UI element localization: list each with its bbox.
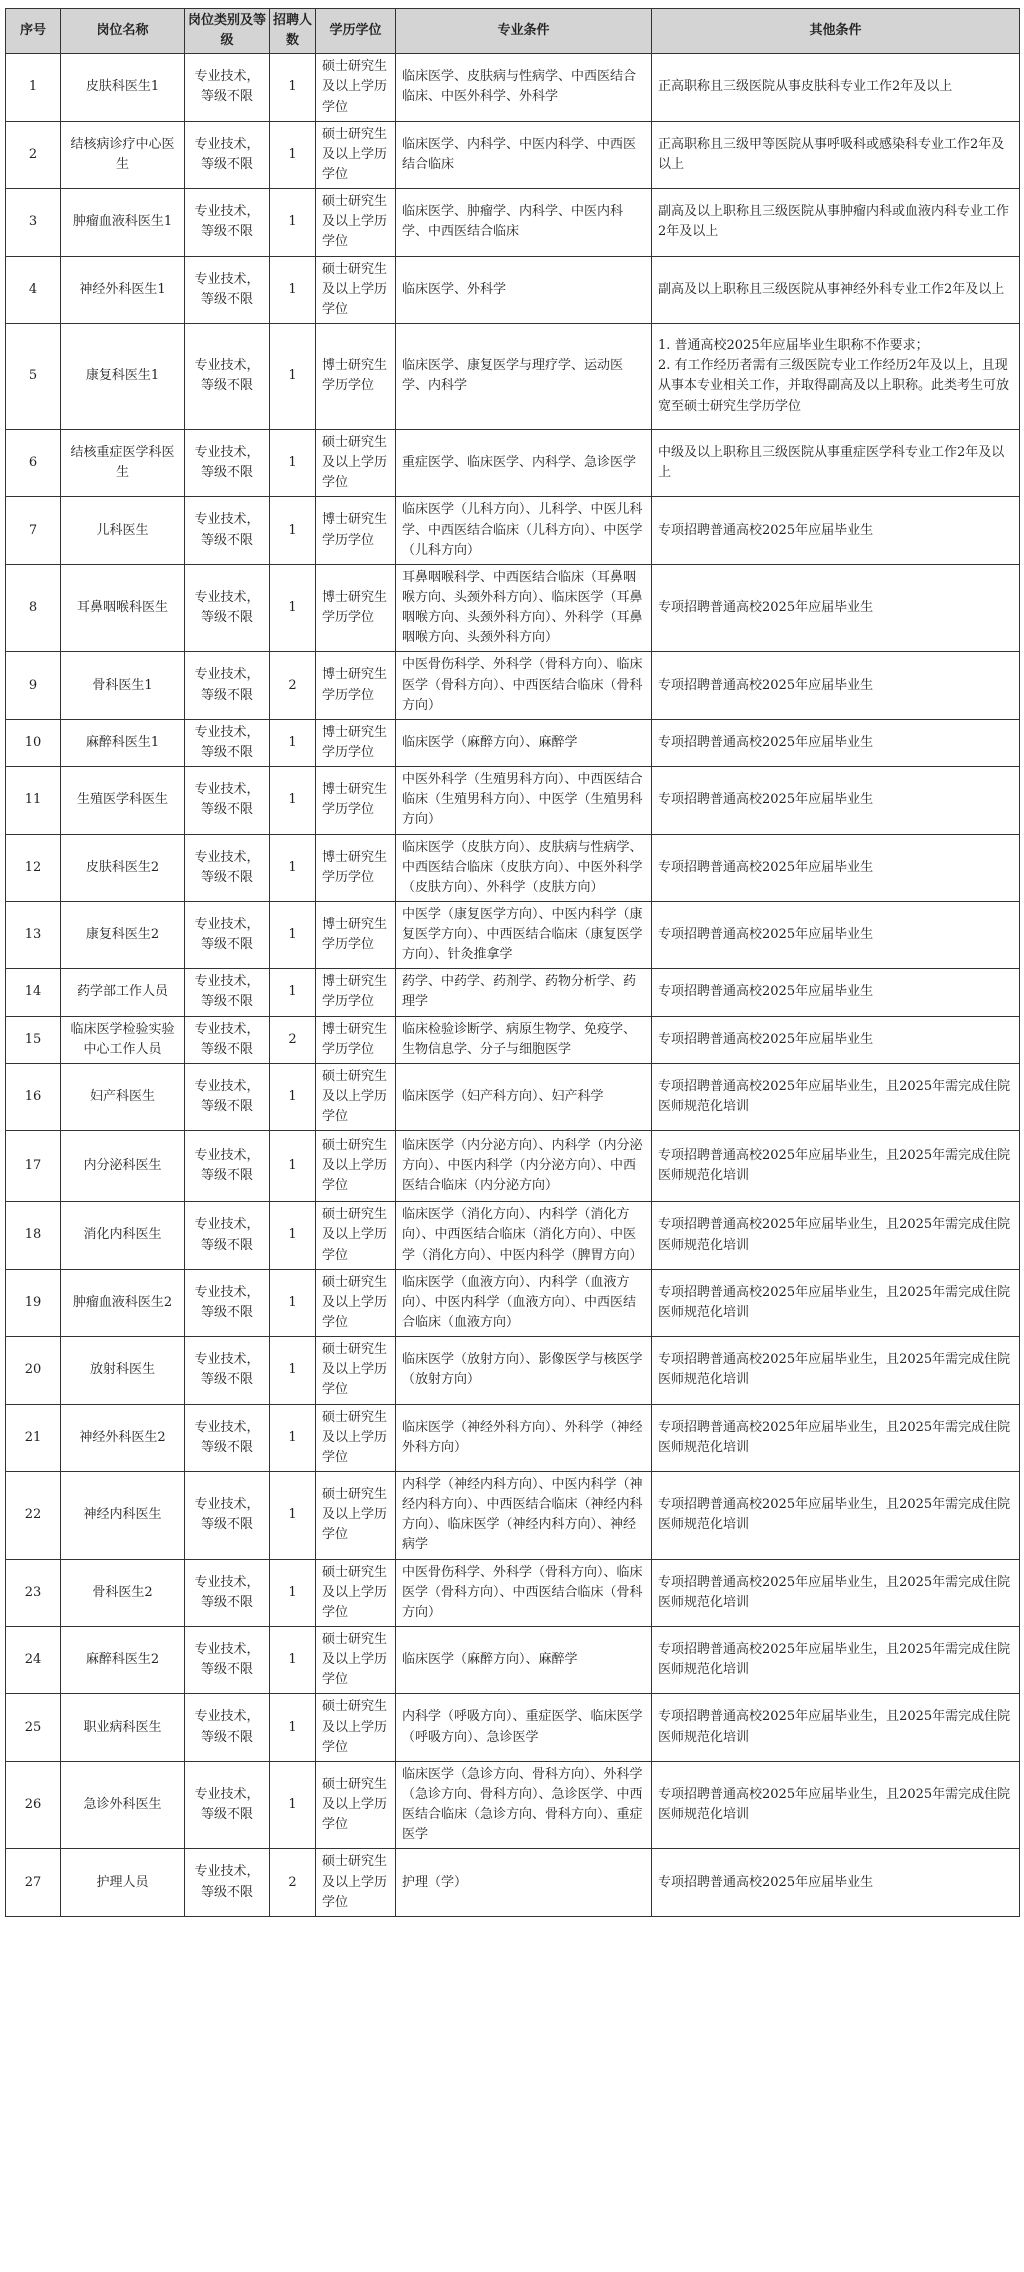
cell-other: 专项招聘普通高校2025年应届毕业生，且2025年需完成住院医师规范化培训 (652, 1627, 1020, 1694)
cell-count: 1 (270, 1559, 316, 1626)
cell-serial: 18 (6, 1202, 61, 1269)
cell-serial: 21 (6, 1404, 61, 1471)
cell-major: 重症医学、临床医学、内科学、急诊医学 (396, 429, 652, 496)
cell-position-name: 妇产科医生 (61, 1063, 185, 1130)
cell-degree: 硕士研究生及以上学历学位 (316, 1627, 396, 1694)
cell-count: 1 (270, 969, 316, 1016)
cell-degree: 硕士研究生及以上学历学位 (316, 429, 396, 496)
cell-other: 1. 普通高校2025年应届毕业生职称不作要求； 2. 有工作经历者需有三级医院专业工作经历2年及以上，且现从事本专业相关工作，并取得副高及以上职称。此类考生可放宽至硕士研究生学历学位 (652, 323, 1020, 429)
cell-other: 专项招聘普通高校2025年应届毕业生，且2025年需完成住院医师规范化培训 (652, 1063, 1020, 1130)
cell-serial: 11 (6, 767, 61, 834)
cell-serial: 6 (6, 429, 61, 496)
table-row (6, 564, 1020, 652)
cell-category: 专业技术，等级不限 (185, 1694, 270, 1761)
cell-degree: 博士研究生学历学位 (316, 767, 396, 834)
cell-degree: 博士研究生学历学位 (316, 719, 396, 766)
cell-other: 专项招聘普通高校2025年应届毕业生 (652, 767, 1020, 834)
table-body (6, 54, 1020, 1917)
cell-degree: 硕士研究生及以上学历学位 (316, 1761, 396, 1849)
table-row (6, 901, 1020, 968)
cell-serial: 1 (6, 54, 61, 121)
cell-degree: 硕士研究生及以上学历学位 (316, 189, 396, 256)
cell-degree: 博士研究生学历学位 (316, 652, 396, 719)
cell-position-name: 肿瘤血液科医生2 (61, 1269, 185, 1336)
cell-degree: 博士研究生学历学位 (316, 323, 396, 429)
cell-serial: 22 (6, 1472, 61, 1560)
cell-major: 中医骨伤科学、外科学（骨科方向）、临床医学（骨科方向）、中西医结合临床（骨科方向） (396, 1559, 652, 1626)
cell-count: 2 (270, 652, 316, 719)
cell-position-name: 儿科医生 (61, 497, 185, 564)
cell-position-name: 神经外科医生1 (61, 256, 185, 323)
cell-category: 专业技术，等级不限 (185, 1761, 270, 1849)
cell-position-name: 急诊外科医生 (61, 1761, 185, 1849)
cell-count: 1 (270, 767, 316, 834)
header-serial: 序号 (6, 9, 61, 54)
cell-other: 专项招聘普通高校2025年应届毕业生 (652, 652, 1020, 719)
cell-category: 专业技术，等级不限 (185, 969, 270, 1016)
cell-major: 临床医学（急诊方向、骨科方向）、外科学（急诊方向、骨科方向）、急诊医学、中西医结合临床（急诊方向、骨科方向）、重症医学 (396, 1761, 652, 1849)
table-row (6, 1849, 1020, 1916)
cell-count: 1 (270, 323, 316, 429)
cell-count: 1 (270, 901, 316, 968)
cell-major: 护理（学） (396, 1849, 652, 1916)
cell-category: 专业技术，等级不限 (185, 767, 270, 834)
table-row (6, 767, 1020, 834)
cell-position-name: 麻醉科医生2 (61, 1627, 185, 1694)
cell-position-name: 耳鼻咽喉科医生 (61, 564, 185, 652)
table-row (6, 1472, 1020, 1560)
cell-other: 副高及以上职称且三级医院从事肿瘤内科或血液内科专业工作2年及以上 (652, 189, 1020, 256)
cell-other: 专项招聘普通高校2025年应届毕业生，且2025年需完成住院医师规范化培训 (652, 1472, 1020, 1560)
cell-serial: 16 (6, 1063, 61, 1130)
cell-other: 专项招聘普通高校2025年应届毕业生 (652, 901, 1020, 968)
cell-degree: 博士研究生学历学位 (316, 834, 396, 901)
cell-count: 1 (270, 1694, 316, 1761)
cell-count: 1 (270, 1202, 316, 1269)
cell-degree: 硕士研究生及以上学历学位 (316, 1269, 396, 1336)
cell-serial: 13 (6, 901, 61, 968)
cell-position-name: 放射科医生 (61, 1337, 185, 1404)
cell-count: 1 (270, 429, 316, 496)
cell-serial: 2 (6, 121, 61, 188)
table-row (6, 121, 1020, 188)
table-row (6, 256, 1020, 323)
cell-major: 中医学（康复医学方向）、中医内科学（康复医学方向）、中西医结合临床（康复医学方向）、针灸推拿学 (396, 901, 652, 968)
cell-other: 专项招聘普通高校2025年应届毕业生 (652, 834, 1020, 901)
cell-other: 正高职称且三级甲等医院从事呼吸科或感染科专业工作2年及以上 (652, 121, 1020, 188)
cell-degree: 硕士研究生及以上学历学位 (316, 54, 396, 121)
cell-category: 专业技术，等级不限 (185, 1202, 270, 1269)
table-row (6, 834, 1020, 901)
cell-position-name: 临床医学检验实验中心工作人员 (61, 1016, 185, 1063)
cell-major: 临床医学、肿瘤学、内科学、中医内科学、中西医结合临床 (396, 189, 652, 256)
cell-serial: 4 (6, 256, 61, 323)
cell-other: 专项招聘普通高校2025年应届毕业生，且2025年需完成住院医师规范化培训 (652, 1761, 1020, 1849)
cell-count: 1 (270, 1404, 316, 1471)
cell-major: 耳鼻咽喉科学、中西医结合临床（耳鼻咽喉方向、头颈外科方向）、临床医学（耳鼻咽喉方向、头颈外科方向）、外科学（耳鼻咽喉方向、头颈外科方向） (396, 564, 652, 652)
header-row (6, 9, 1020, 54)
cell-category: 专业技术，等级不限 (185, 1849, 270, 1916)
table-row (6, 497, 1020, 564)
header-major: 专业条件 (396, 9, 652, 54)
table-row (6, 323, 1020, 429)
cell-major: 临床医学（血液方向）、内科学（血液方向）、中医内科学（血液方向）、中西医结合临床（血液方向） (396, 1269, 652, 1336)
cell-serial: 23 (6, 1559, 61, 1626)
cell-serial: 10 (6, 719, 61, 766)
cell-count: 1 (270, 189, 316, 256)
cell-serial: 14 (6, 969, 61, 1016)
cell-serial: 9 (6, 652, 61, 719)
cell-serial: 15 (6, 1016, 61, 1063)
cell-category: 专业技术，等级不限 (185, 652, 270, 719)
cell-degree: 硕士研究生及以上学历学位 (316, 1472, 396, 1560)
table-row (6, 429, 1020, 496)
cell-count: 1 (270, 256, 316, 323)
cell-major: 临床医学、皮肤病与性病学、中西医结合临床、中医外科学、外科学 (396, 54, 652, 121)
cell-count: 2 (270, 1849, 316, 1916)
cell-degree: 硕士研究生及以上学历学位 (316, 1404, 396, 1471)
cell-position-name: 康复科医生1 (61, 323, 185, 429)
cell-category: 专业技术，等级不限 (185, 1404, 270, 1471)
cell-serial: 8 (6, 564, 61, 652)
cell-position-name: 消化内科医生 (61, 1202, 185, 1269)
table-row (6, 189, 1020, 256)
cell-serial: 25 (6, 1694, 61, 1761)
cell-position-name: 神经外科医生2 (61, 1404, 185, 1471)
table-row (6, 1063, 1020, 1130)
cell-serial: 12 (6, 834, 61, 901)
cell-serial: 26 (6, 1761, 61, 1849)
cell-category: 专业技术，等级不限 (185, 54, 270, 121)
cell-position-name: 皮肤科医生1 (61, 54, 185, 121)
cell-count: 1 (270, 1131, 316, 1202)
cell-degree: 硕士研究生及以上学历学位 (316, 1694, 396, 1761)
cell-position-name: 结核重症医学科医生 (61, 429, 185, 496)
cell-category: 专业技术，等级不限 (185, 497, 270, 564)
cell-major: 临床医学（内分泌方向）、内科学（内分泌方向）、中医内科学（内分泌方向）、中西医结合临床（内分泌方向） (396, 1131, 652, 1202)
table-row (6, 1337, 1020, 1404)
cell-count: 2 (270, 1016, 316, 1063)
table-row (6, 54, 1020, 121)
recruitment-table (5, 8, 1020, 1917)
cell-degree: 博士研究生学历学位 (316, 1016, 396, 1063)
cell-category: 专业技术，等级不限 (185, 323, 270, 429)
cell-category: 专业技术，等级不限 (185, 1269, 270, 1336)
cell-position-name: 麻醉科医生1 (61, 719, 185, 766)
cell-category: 专业技术，等级不限 (185, 256, 270, 323)
cell-category: 专业技术，等级不限 (185, 834, 270, 901)
cell-other: 专项招聘普通高校2025年应届毕业生 (652, 969, 1020, 1016)
cell-count: 1 (270, 1269, 316, 1336)
cell-degree: 硕士研究生及以上学历学位 (316, 1063, 396, 1130)
cell-degree: 硕士研究生及以上学历学位 (316, 1559, 396, 1626)
cell-degree: 硕士研究生及以上学历学位 (316, 256, 396, 323)
cell-major: 中医骨伤科学、外科学（骨科方向）、临床医学（骨科方向）、中西医结合临床（骨科方向） (396, 652, 652, 719)
cell-degree: 硕士研究生及以上学历学位 (316, 1337, 396, 1404)
cell-major: 临床检验诊断学、病原生物学、免疫学、生物信息学、分子与细胞医学 (396, 1016, 652, 1063)
cell-other: 正高职称且三级医院从事皮肤科专业工作2年及以上 (652, 54, 1020, 121)
cell-position-name: 内分泌科医生 (61, 1131, 185, 1202)
cell-position-name: 结核病诊疗中心医生 (61, 121, 185, 188)
cell-major: 临床医学（放射方向）、影像医学与核医学（放射方向） (396, 1337, 652, 1404)
cell-position-name: 肿瘤血液科医生1 (61, 189, 185, 256)
table-row (6, 1404, 1020, 1471)
cell-category: 专业技术，等级不限 (185, 1063, 270, 1130)
cell-other: 专项招聘普通高校2025年应届毕业生，且2025年需完成住院医师规范化培训 (652, 1404, 1020, 1471)
cell-position-name: 职业病科医生 (61, 1694, 185, 1761)
cell-other: 专项招聘普通高校2025年应届毕业生 (652, 1849, 1020, 1916)
cell-category: 专业技术，等级不限 (185, 901, 270, 968)
table-row (6, 1559, 1020, 1626)
header-other: 其他条件 (652, 9, 1020, 54)
table-row (6, 1269, 1020, 1336)
cell-serial: 3 (6, 189, 61, 256)
table-row (6, 1694, 1020, 1761)
header-category: 岗位类别及等级 (185, 9, 270, 54)
cell-other: 专项招聘普通高校2025年应届毕业生 (652, 497, 1020, 564)
cell-category: 专业技术，等级不限 (185, 1131, 270, 1202)
cell-other: 专项招聘普通高校2025年应届毕业生 (652, 564, 1020, 652)
cell-count: 1 (270, 1063, 316, 1130)
cell-degree: 硕士研究生及以上学历学位 (316, 1202, 396, 1269)
cell-major: 内科学（神经内科方向）、中医内科学（神经内科方向）、中西医结合临床（神经内科方向）、临床医学（神经内科方向）、神经病学 (396, 1472, 652, 1560)
cell-category: 专业技术，等级不限 (185, 719, 270, 766)
cell-degree: 硕士研究生及以上学历学位 (316, 121, 396, 188)
cell-degree: 博士研究生学历学位 (316, 901, 396, 968)
cell-serial: 27 (6, 1849, 61, 1916)
cell-position-name: 药学部工作人员 (61, 969, 185, 1016)
cell-degree: 博士研究生学历学位 (316, 497, 396, 564)
cell-category: 专业技术，等级不限 (185, 1472, 270, 1560)
cell-serial: 19 (6, 1269, 61, 1336)
cell-position-name: 皮肤科医生2 (61, 834, 185, 901)
cell-major: 临床医学、康复医学与理疗学、运动医学、内科学 (396, 323, 652, 429)
cell-category: 专业技术，等级不限 (185, 564, 270, 652)
cell-position-name: 骨科医生2 (61, 1559, 185, 1626)
cell-category: 专业技术，等级不限 (185, 1559, 270, 1626)
cell-other: 专项招聘普通高校2025年应届毕业生，且2025年需完成住院医师规范化培训 (652, 1131, 1020, 1202)
cell-position-name: 生殖医学科医生 (61, 767, 185, 834)
cell-serial: 7 (6, 497, 61, 564)
cell-count: 1 (270, 719, 316, 766)
cell-degree: 硕士研究生及以上学历学位 (316, 1131, 396, 1202)
cell-major: 临床医学（儿科方向）、儿科学、中医儿科学、中西医结合临床（儿科方向）、中医学（儿科方向） (396, 497, 652, 564)
header-count: 招聘人数 (270, 9, 316, 54)
table-row (6, 969, 1020, 1016)
cell-other: 中级及以上职称且三级医院从事重症医学科专业工作2年及以上 (652, 429, 1020, 496)
cell-count: 1 (270, 1761, 316, 1849)
table-row (6, 1202, 1020, 1269)
cell-category: 专业技术，等级不限 (185, 429, 270, 496)
cell-major: 临床医学（麻醉方向）、麻醉学 (396, 1627, 652, 1694)
cell-count: 1 (270, 497, 316, 564)
cell-position-name: 康复科医生2 (61, 901, 185, 968)
cell-count: 1 (270, 1627, 316, 1694)
cell-count: 1 (270, 1472, 316, 1560)
cell-serial: 17 (6, 1131, 61, 1202)
table-row (6, 719, 1020, 766)
cell-major: 临床医学、外科学 (396, 256, 652, 323)
cell-count: 1 (270, 121, 316, 188)
cell-degree: 博士研究生学历学位 (316, 969, 396, 1016)
cell-other: 副高及以上职称且三级医院从事神经外科专业工作2年及以上 (652, 256, 1020, 323)
cell-serial: 24 (6, 1627, 61, 1694)
cell-degree: 硕士研究生及以上学历学位 (316, 1849, 396, 1916)
cell-count: 1 (270, 54, 316, 121)
cell-category: 专业技术，等级不限 (185, 1627, 270, 1694)
cell-category: 专业技术，等级不限 (185, 1337, 270, 1404)
cell-count: 1 (270, 834, 316, 901)
cell-major: 临床医学（消化方向）、内科学（消化方向）、中西医结合临床（消化方向）、中医学（消化方向）、中医内科学（脾胃方向） (396, 1202, 652, 1269)
cell-other: 专项招聘普通高校2025年应届毕业生，且2025年需完成住院医师规范化培训 (652, 1337, 1020, 1404)
cell-other: 专项招聘普通高校2025年应届毕业生，且2025年需完成住院医师规范化培训 (652, 1269, 1020, 1336)
cell-degree: 博士研究生学历学位 (316, 564, 396, 652)
cell-major: 内科学（呼吸方向）、重症医学、临床医学（呼吸方向）、急诊医学 (396, 1694, 652, 1761)
cell-major: 临床医学（麻醉方向）、麻醉学 (396, 719, 652, 766)
cell-other: 专项招聘普通高校2025年应届毕业生，且2025年需完成住院医师规范化培训 (652, 1694, 1020, 1761)
table-row (6, 1627, 1020, 1694)
table-row (6, 1016, 1020, 1063)
cell-category: 专业技术，等级不限 (185, 189, 270, 256)
cell-major: 临床医学（神经外科方向）、外科学（神经外科方向） (396, 1404, 652, 1471)
cell-other: 专项招聘普通高校2025年应届毕业生 (652, 1016, 1020, 1063)
cell-major: 临床医学（皮肤方向）、皮肤病与性病学、中西医结合临床（皮肤方向）、中医外科学（皮肤方向）、外科学（皮肤方向） (396, 834, 652, 901)
table-row (6, 1761, 1020, 1849)
cell-position-name: 神经内科医生 (61, 1472, 185, 1560)
table-row (6, 1131, 1020, 1202)
cell-serial: 20 (6, 1337, 61, 1404)
table-header (6, 9, 1020, 54)
cell-position-name: 骨科医生1 (61, 652, 185, 719)
cell-position-name: 护理人员 (61, 1849, 185, 1916)
cell-serial: 5 (6, 323, 61, 429)
cell-count: 1 (270, 564, 316, 652)
cell-major: 药学、中药学、药剂学、药物分析学、药理学 (396, 969, 652, 1016)
cell-other: 专项招聘普通高校2025年应届毕业生，且2025年需完成住院医师规范化培训 (652, 1202, 1020, 1269)
header-position-name: 岗位名称 (61, 9, 185, 54)
cell-major: 临床医学（妇产科方向）、妇产科学 (396, 1063, 652, 1130)
cell-major: 临床医学、内科学、中医内科学、中西医结合临床 (396, 121, 652, 188)
cell-major: 中医外科学（生殖男科方向）、中西医结合临床（生殖男科方向）、中医学（生殖男科方向） (396, 767, 652, 834)
cell-count: 1 (270, 1337, 316, 1404)
cell-other: 专项招聘普通高校2025年应届毕业生 (652, 719, 1020, 766)
table-row (6, 652, 1020, 719)
cell-category: 专业技术，等级不限 (185, 1016, 270, 1063)
cell-category: 专业技术，等级不限 (185, 121, 270, 188)
cell-other: 专项招聘普通高校2025年应届毕业生，且2025年需完成住院医师规范化培训 (652, 1559, 1020, 1626)
header-degree: 学历学位 (316, 9, 396, 54)
